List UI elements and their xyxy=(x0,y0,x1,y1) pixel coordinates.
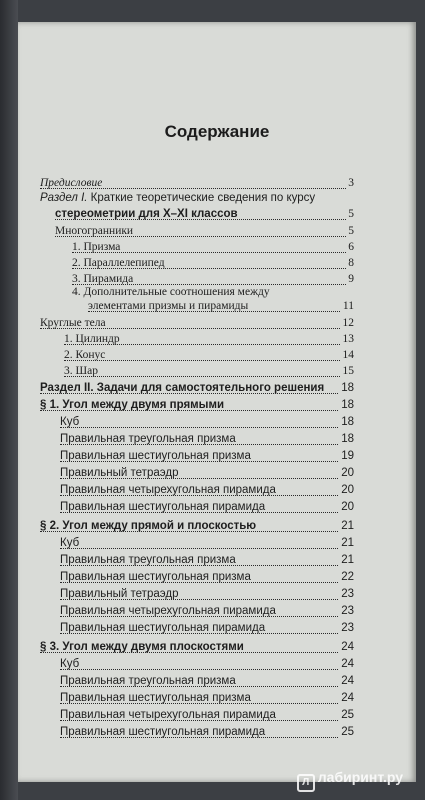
toc-entry-label: § 2. Угол между прямой и плоскостью xyxy=(40,520,257,532)
toc-entry-page: 18 xyxy=(341,399,354,411)
toc-entry xyxy=(18,223,416,239)
toc-entry-page: 11 xyxy=(342,300,354,312)
toc-entry-page: 23 xyxy=(341,622,354,634)
toc-entry-label: Предисловие xyxy=(40,177,103,189)
toc-entry-label: 3. Пирамида xyxy=(72,273,134,285)
toc-entry xyxy=(18,707,416,723)
toc-entry-label: 2. Параллелепипед xyxy=(72,257,165,269)
toc-entry-page: 18 xyxy=(341,416,354,428)
toc-entry xyxy=(18,255,416,271)
toc-entry-label: 3. Шар xyxy=(64,365,98,377)
toc-entry xyxy=(18,363,416,379)
toc-entry-page: 14 xyxy=(342,349,354,361)
toc-entry-label: Правильная шестиугольная призма xyxy=(60,571,251,583)
toc-entry xyxy=(18,414,416,430)
toc-entry-label: Куб xyxy=(60,658,80,670)
labirint-logo-icon: Л xyxy=(297,774,315,792)
toc-entry xyxy=(18,724,416,740)
toc-entry-page: 9 xyxy=(348,273,354,285)
table-of-contents xyxy=(18,22,416,782)
toc-entry xyxy=(18,431,416,447)
toc-entry xyxy=(18,175,416,191)
toc-entry-label: § 1. Угол между двумя прямыми xyxy=(40,399,225,411)
toc-entry xyxy=(18,397,416,413)
toc-entry-label: Раздел I. Краткие теоретические сведения по курсу xyxy=(40,192,316,204)
toc-entry-label: Правильная шестиугольная пирамида xyxy=(60,622,266,634)
toc-entry xyxy=(18,552,416,568)
toc-entry xyxy=(18,690,416,706)
toc-entry xyxy=(18,620,416,636)
toc-entry-label: Правильная треугольная призма xyxy=(60,554,236,566)
toc-entry-label: Куб xyxy=(60,537,80,549)
toc-entry-label-rest: Краткие теоретические сведения по курсу xyxy=(87,192,316,204)
toc-entry-label: Правильная четырехугольная пирамида xyxy=(60,484,276,496)
toc-entry-label: 1. Призма xyxy=(72,241,121,253)
toc-entry-label-cont: элементами призмы и пирамиды xyxy=(88,300,249,312)
toc-entry-label: Правильная шестиугольная пирамида xyxy=(60,501,266,513)
toc-entry xyxy=(18,482,416,498)
toc-entry-page: 5 xyxy=(348,208,354,220)
toc-entry-label: Раздел II. Задачи для самостоятельного решения xyxy=(40,382,325,394)
toc-entry xyxy=(18,206,416,222)
toc-entry-label: Правильный тетраэдр xyxy=(60,588,179,600)
toc-entry xyxy=(18,239,416,255)
toc-entry xyxy=(18,465,416,481)
toc-entry-page: 25 xyxy=(341,709,354,721)
toc-entry-page: 25 xyxy=(341,726,354,738)
toc-entry-page: 15 xyxy=(342,365,354,377)
toc-entry-page: 6 xyxy=(348,241,354,253)
toc-entry-label: 1. Цилиндр xyxy=(64,333,120,345)
toc-entry xyxy=(18,347,416,363)
toc-entry-page: 5 xyxy=(348,225,354,237)
toc-entry-label: 2. Конус xyxy=(64,349,106,361)
toc-entry-page: 21 xyxy=(341,554,354,566)
toc-entry xyxy=(18,298,416,314)
toc-entry-page: 3 xyxy=(348,177,354,189)
toc-entry-label: § 3. Угол между двумя плоскостями xyxy=(40,641,244,653)
toc-entry-label: Правильная четырехугольная пирамида xyxy=(60,605,276,617)
toc-entry-page: 24 xyxy=(341,641,354,653)
toc-entry-page: 24 xyxy=(341,658,354,670)
toc-entry-page: 23 xyxy=(341,605,354,617)
watermark-text: лабиринт.ру xyxy=(317,769,403,785)
toc-entry-page: 20 xyxy=(341,467,354,479)
toc-entry-label: Правильная шестиугольная пирамида xyxy=(60,726,266,738)
toc-entry-page: 18 xyxy=(341,433,354,445)
toc-entry xyxy=(18,448,416,464)
toc-entry-page: 21 xyxy=(341,520,354,532)
toc-entry-label: Правильная треугольная призма xyxy=(60,675,236,687)
toc-entry-page: 23 xyxy=(341,588,354,600)
toc-entry xyxy=(18,518,416,534)
toc-entry-page: 8 xyxy=(348,257,354,269)
toc-entry-label: Многогранники xyxy=(55,225,134,237)
toc-entry-page: 19 xyxy=(341,450,354,462)
toc-entry xyxy=(18,673,416,689)
toc-entry xyxy=(18,499,416,515)
toc-entry-label-cont: стереометрии для X–XI классов xyxy=(55,208,238,220)
toc-entry-page: 21 xyxy=(341,537,354,549)
toc-entry xyxy=(18,380,416,396)
toc-entry-page: 20 xyxy=(341,501,354,513)
toc-entry-page: 12 xyxy=(342,317,354,329)
toc-entry-page: 24 xyxy=(341,675,354,687)
toc-entry xyxy=(18,315,416,331)
toc-entry xyxy=(18,586,416,602)
page-title: Содержание xyxy=(164,122,270,141)
toc-entry xyxy=(18,603,416,619)
toc-entry-label: Круглые тела xyxy=(40,317,106,329)
toc-entry-page: 18 xyxy=(341,382,354,394)
toc-entry xyxy=(18,639,416,655)
toc-entry-label: Правильный тетраэдр xyxy=(60,467,179,479)
toc-entry-label: 4. Дополнительные соотношения между xyxy=(72,286,270,298)
toc-entry-label: Правильная четырехугольная пирамида xyxy=(60,709,276,721)
toc-entry-label: Куб xyxy=(60,416,80,428)
book-spine-edge xyxy=(0,0,18,800)
toc-entry-page: 20 xyxy=(341,484,354,496)
toc-entry xyxy=(18,535,416,551)
toc-entry-label: Правильная шестиугольная призма xyxy=(60,450,251,462)
toc-entry-page: 13 xyxy=(342,333,354,345)
book-page xyxy=(18,22,416,782)
toc-entry-page: 24 xyxy=(341,692,354,704)
toc-entry xyxy=(18,656,416,672)
toc-entry-page: 22 xyxy=(341,571,354,583)
toc-entry xyxy=(18,331,416,347)
watermark xyxy=(297,769,403,792)
toc-entry-label: Правильная шестиугольная призма xyxy=(60,692,251,704)
toc-entry xyxy=(18,569,416,585)
toc-entry-label: Правильная треугольная призма xyxy=(60,433,236,445)
